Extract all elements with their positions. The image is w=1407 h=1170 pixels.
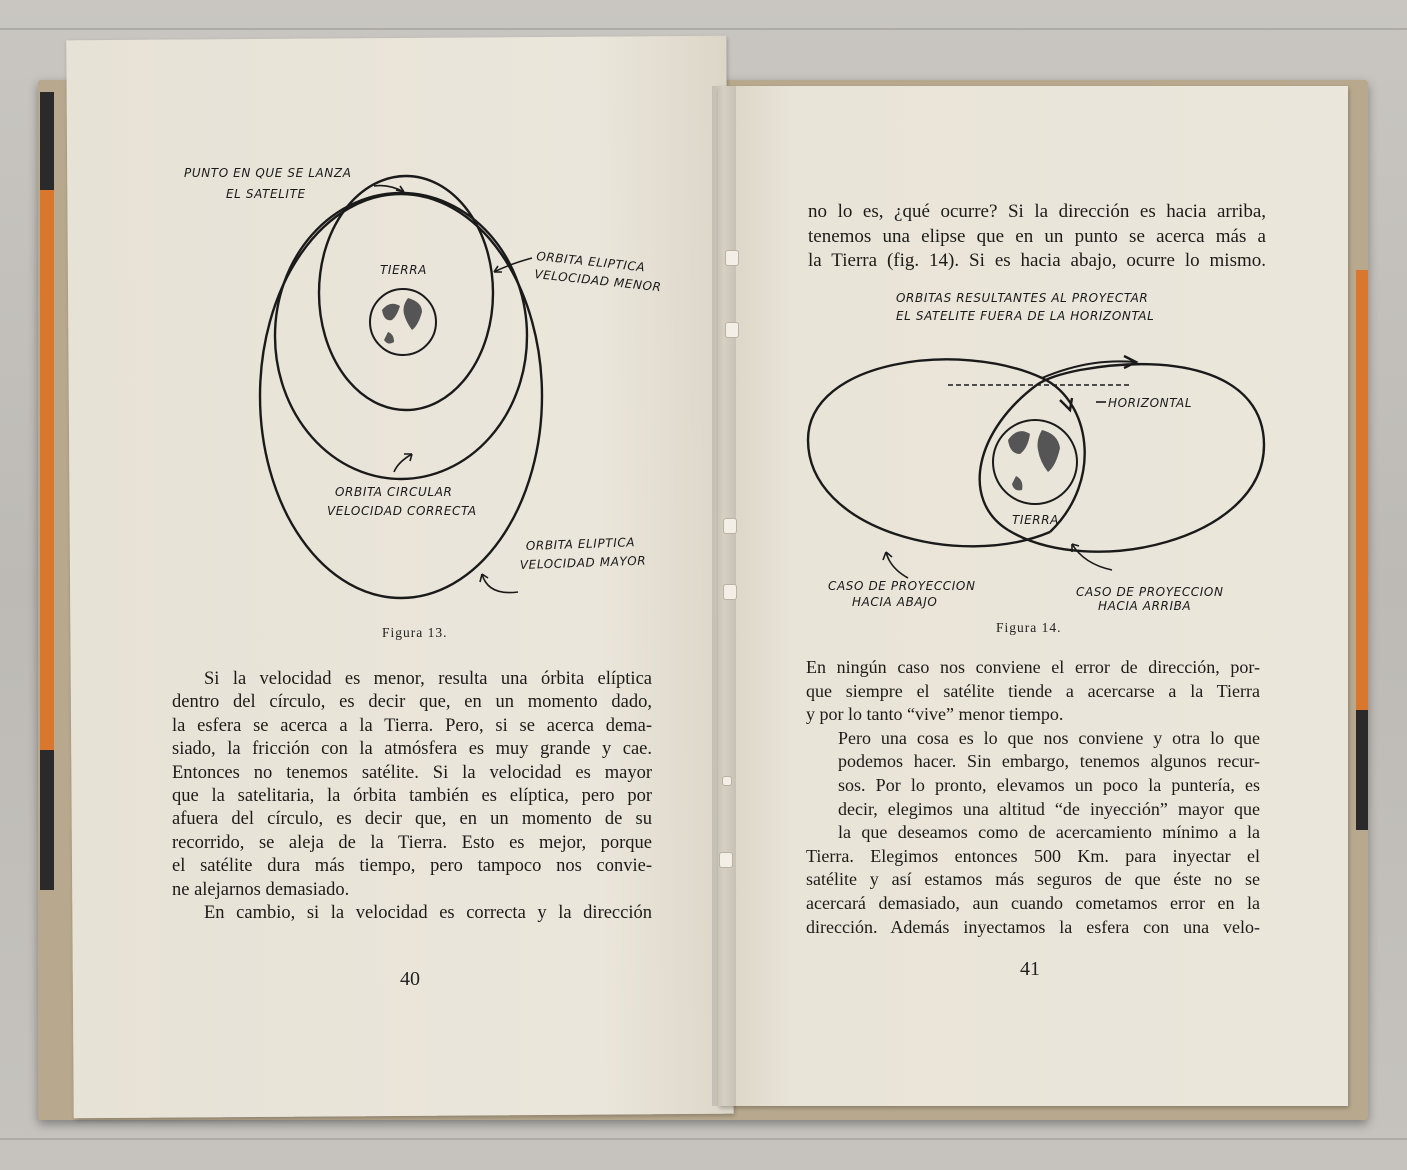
label-orbit-elliptic-max-2: VELOCIDAD MAYOR — [519, 553, 647, 572]
text-line: En cambio, si la velocidad es correcta y la dirección — [204, 903, 652, 924]
label-projection-down: CASO DE PROYECCION — [828, 579, 976, 593]
label-horizontal: HORIZONTAL — [1108, 396, 1193, 410]
cover-stripe — [40, 92, 54, 192]
text-line: Tierra. Elegimos entonces 500 Km. para inyectar el — [806, 845, 1260, 866]
table-plank-line — [0, 28, 1407, 30]
text-line: acercará demasiado, aun cuando cometamos error en la — [806, 892, 1260, 913]
right-page-top-text — [808, 200, 1266, 274]
label-projection-up-2: HACIA ARRIBA — [1098, 599, 1192, 613]
figure-14 — [790, 280, 1290, 620]
figure-13 — [170, 150, 690, 620]
orbit-circular — [275, 193, 527, 479]
text-line: que siempre el satélite tiende a acercarse a la Tierra — [806, 680, 1260, 701]
table-plank-line — [0, 1138, 1407, 1140]
orbit-elliptic-min — [319, 176, 493, 410]
earth-continents — [382, 298, 422, 344]
arrow-circular — [394, 454, 412, 472]
earth-globe — [370, 289, 436, 355]
orbit-elliptic-max — [260, 194, 542, 598]
earth-continents — [1008, 430, 1060, 490]
figure-14-caption: Figura 14. — [996, 620, 1062, 635]
label-orbit-circular-2: VELOCIDAD CORRECTA — [327, 504, 477, 518]
text-line: Si la velocidad es menor, resulta una órbita elíptica — [204, 669, 652, 689]
label-launch-point: PUNTO EN QUE SE LANZA — [184, 166, 352, 180]
text-line: ne alejarnos demasiado. — [172, 879, 350, 900]
text-line: que la satelitaria, la órbita también es elíptica, pero por — [172, 786, 652, 807]
binding-stitch — [723, 518, 737, 534]
arrow-up-case — [1072, 544, 1112, 570]
text-line: decir, elegimos una altitud “de inyección” mayor que — [838, 798, 1260, 819]
label-projection-down-2: HACIA ABAJO — [852, 595, 938, 609]
text-line: afuera del círculo, es decir que, en un momento de su — [172, 809, 652, 830]
text-line: y por lo tanto “vive” menor tiempo. — [806, 704, 1064, 725]
binding-stitch — [725, 250, 739, 266]
text-line: Pero una cosa es lo que nos conviene y otra lo que — [838, 727, 1260, 748]
page-number-left: 40 — [400, 968, 420, 990]
text-line: dentro del círculo, es decir que, en un momento dado, — [172, 692, 652, 713]
label-orbit-circular: ORBITA CIRCULAR — [335, 485, 453, 499]
text-line: recorrido, se aleja de la Tierra. Esto es mejor, porque — [172, 832, 652, 853]
arrow-down-case — [886, 552, 908, 578]
binding-stitch — [719, 852, 733, 868]
binding-stitch — [723, 584, 737, 600]
page-number-right: 41 — [1020, 958, 1040, 980]
label-earth: TIERRA — [380, 263, 427, 277]
label-earth: TIERRA — [1012, 513, 1059, 527]
figure-13-caption: Figura 13. — [382, 625, 448, 640]
text-line: Entonces no tenemos satélite. Si la velocidad es mayor — [172, 762, 652, 783]
label-launch-point-2: EL SATELITE — [226, 187, 306, 201]
text-line: sos. Por lo pronto, elevamos un poco la puntería, es — [838, 774, 1260, 795]
cover-stripe — [40, 190, 54, 750]
label-projection-up: CASO DE PROYECCION — [1076, 585, 1224, 599]
text-line: tenemos una elipse que en un punto se acerca más a — [808, 225, 1266, 247]
figure-14-title-2: EL SATELITE FUERA DE LA HORIZONTAL — [896, 309, 1155, 323]
cover-stripe — [40, 750, 54, 890]
cover-stripe — [1356, 710, 1368, 830]
binding-stitch — [725, 322, 739, 338]
text-line: podemos hacer. Sin embargo, tenemos algunos recur- — [838, 751, 1260, 772]
text-line: la Tierra (fig. 14). Si es hacia abajo, ocurre lo mismo. — [808, 250, 1266, 271]
text-line: dirección. Además inyectamos la esfera con una velo- — [806, 916, 1260, 937]
text-line: En ningún caso nos conviene el error de dirección, por- — [806, 657, 1260, 677]
text-line: siado, la fricción con la atmósfera es muy grande y cae. — [172, 739, 652, 760]
figure-14-title: ORBITAS RESULTANTES AL PROYECTAR — [896, 291, 1149, 305]
earth-globe — [993, 420, 1077, 504]
text-line: satélite y así estamos más seguros de que éste no se — [806, 869, 1260, 890]
text-line: la esfera se acerca a la Tierra. Pero, si se acerca dema- — [172, 715, 652, 736]
cover-stripe — [1356, 270, 1368, 710]
right-page-body — [806, 656, 1260, 939]
label-orbit-elliptic-max: ORBITA ELIPTICA — [525, 535, 636, 553]
left-page-body — [172, 668, 652, 925]
text-line: la que deseamos como de acercamiento mínimo a la — [838, 822, 1260, 843]
binding-stitch — [722, 776, 732, 786]
text-line: no lo es, ¿qué ocurre? Si la dirección es hacia arriba, — [808, 201, 1266, 222]
label-orbit-elliptic-min: ORBITA ELIPTICA — [535, 249, 646, 275]
label-orbit-elliptic-min-2: VELOCIDAD MENOR — [533, 267, 663, 295]
text-line: el satélite dura más tiempo, pero tampoco nos convie- — [172, 856, 652, 877]
